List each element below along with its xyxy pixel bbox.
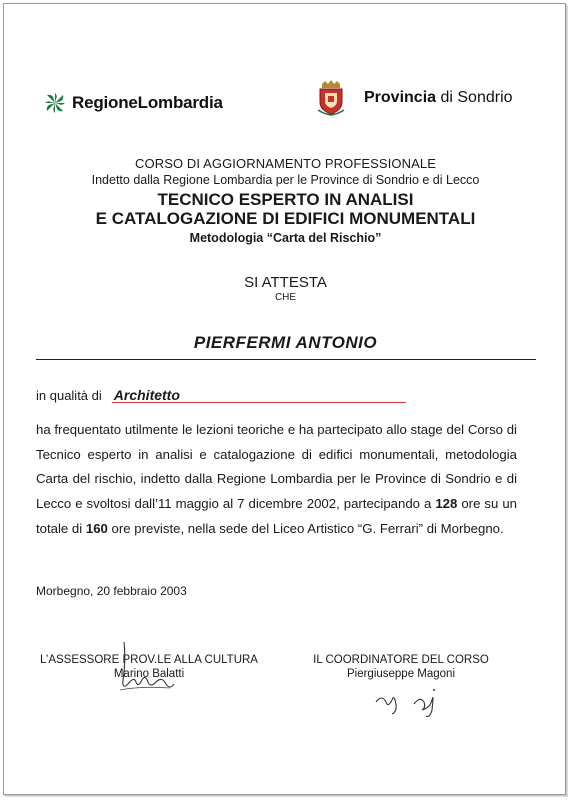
signer-left-title: L’ASSESSORE PROV.LE ALLA CULTURA [40, 654, 258, 666]
che: CHE [274, 292, 297, 303]
course-title-line-2: E CATALOGAZIONE DI EDIFICI MONUMENTALI [95, 209, 476, 228]
course-methodology: Metodologia “Carta del Rischio” [189, 231, 382, 245]
qualification-label: in qualità di [36, 388, 102, 403]
signature-block-right [306, 653, 496, 681]
region-name: RegioneLombardia [72, 93, 223, 112]
si-attesta: SI ATTESTA [244, 274, 327, 291]
provincia-sondrio-logo [316, 80, 513, 116]
hours-total: 160 [85, 520, 108, 536]
certificate-body: ha frequentato utilmente le lezioni teoriche e ha partecipato allo stage del Corso di Tecnico esperto in analisi e catalogazione di edifici monumentali, metodologia Carta del rischio, indetto dalla Regione Lombardia per le Province di Sondrio e di Lecco e svoltosi dall’11 maggio al 7 dicembre 2002, partecipando a 128 ore su un totale di 160 ore previste, nella sede del Liceo Artistico “G. Ferrari” di Morbegno. [36, 422, 517, 536]
name-divider [36, 359, 536, 360]
course-organizer: Indetto dalla Regione Lombardia per le Province di Sondrio e di Lecco [91, 173, 480, 187]
province-name: Provincia di Sondrio [364, 89, 513, 106]
qualification-row [36, 387, 180, 403]
course-title-block [0, 156, 571, 246]
course-title-line-1: TECNICO ESPERTO IN ANALISI [157, 190, 414, 209]
regione-lombardia-mark-icon [44, 92, 66, 114]
recipient-name: PIERFERMI ANTONIO [193, 333, 378, 352]
qualification-underline [112, 402, 406, 403]
course-type: CORSO DI AGGIORNAMENTO PROFESSIONALE [135, 156, 436, 171]
attestation-heading [0, 274, 571, 304]
provincia-sondrio-seal-icon [316, 80, 346, 116]
regione-lombardia-logo [44, 92, 223, 114]
signer-right-name: Piergiuseppe Magoni [346, 668, 456, 680]
signature-left-scribble [110, 640, 190, 696]
signer-left-name: Marino Balatti [113, 668, 185, 680]
signer-right-title: IL COORDINATORE DEL CORSO [313, 654, 489, 666]
signature-right-scribble [370, 680, 450, 720]
hours-attended: 128 [435, 496, 458, 512]
issue-date: Morbegno, 20 febbraio 2003 [36, 584, 187, 598]
qualification-value: Architetto [113, 387, 180, 403]
